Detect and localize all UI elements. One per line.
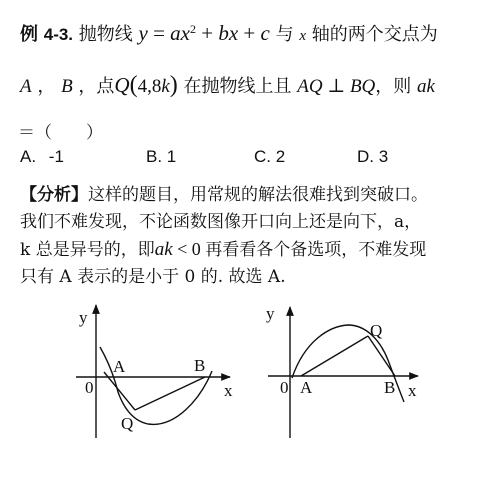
text-on: 在抛物线上且 <box>183 76 292 97</box>
right-segment-BQ <box>368 336 395 376</box>
analysis-title: 【分析】 <box>20 185 88 205</box>
option-d-label: D. <box>357 147 374 166</box>
right-point-B: B <box>384 378 396 397</box>
eq-exponent: 2 <box>190 22 196 36</box>
right-origin: 0 <box>280 378 289 397</box>
q-coords: 4,8 <box>137 76 162 97</box>
q-paren-close: ) <box>169 72 178 98</box>
eq-c: c <box>260 21 270 45</box>
figure-right <box>268 307 418 438</box>
option-d-value: 3 <box>378 147 389 166</box>
right-segment-AQ <box>301 336 368 376</box>
seg-BQ: BQ <box>349 76 376 97</box>
seg-AQ: AQ <box>297 76 323 97</box>
analysis-line-3-end: 再看看各个备选项，不难发现 <box>205 240 427 260</box>
point-B: B <box>61 76 73 97</box>
product-ak: ak <box>417 76 435 97</box>
analysis-line-2: 我们不难发现，不论函数图像开口向上还是向下，a， <box>20 212 422 232</box>
text-then: ，则 <box>375 76 412 97</box>
left-point-B: B <box>194 356 206 375</box>
eq-plus-2: + <box>238 21 261 45</box>
option-b-value: 1 <box>166 147 177 166</box>
right-point-Q: Q <box>370 321 383 340</box>
left-origin: 0 <box>85 378 94 397</box>
analysis-line-1-text: 这样的题目，用常规的解法很难找到突破口。 <box>88 185 428 205</box>
figure-left <box>76 305 230 438</box>
axis-x: x <box>299 28 306 44</box>
analysis-lt-zero: < 0 <box>172 239 206 259</box>
analysis-line-4: 只有 A 表示的是小于 0 的. 故选 A. <box>20 267 286 287</box>
left-x-label: x <box>224 381 233 400</box>
analysis-ak: ak <box>154 239 173 260</box>
left-segment-BQ <box>135 377 205 410</box>
comma-2: ，点 <box>78 76 115 97</box>
q-paren-open: ( <box>129 72 138 98</box>
option-b-label: B. <box>146 147 163 166</box>
right-point-A: A <box>300 378 313 397</box>
option-c-label: C. <box>254 147 271 166</box>
analysis-line-3-start: k 总是异号的，即 <box>20 240 155 260</box>
text-with: 与 <box>275 24 294 45</box>
left-point-Q: Q <box>121 414 134 433</box>
eq-y: y <box>138 21 148 45</box>
q-k: k <box>161 76 170 97</box>
intro-text: 抛物线 <box>78 24 133 45</box>
option-a-label: A. <box>20 147 37 166</box>
left-point-A: A <box>113 357 126 376</box>
eq-bx: bx <box>218 21 239 45</box>
right-y-label: y <box>266 304 275 323</box>
left-y-label: y <box>79 308 88 327</box>
right-x-label: x <box>408 381 417 400</box>
answer-blank: ＝（ ） <box>18 123 103 143</box>
point-A: A <box>20 76 32 97</box>
eq-equals: = <box>147 21 171 45</box>
perp-symbol: ⊥ <box>322 76 350 97</box>
problem-label: 例 <box>20 24 38 45</box>
eq-plus-1: + <box>196 21 219 45</box>
text-axis-two: 轴的两个交点为 <box>311 24 438 45</box>
point-Q: Q <box>114 73 130 97</box>
problem-number: 4-3. <box>43 25 74 44</box>
option-a-value: -1 <box>48 147 64 166</box>
option-c-value: 2 <box>275 147 286 166</box>
comma-1: ， <box>37 76 56 97</box>
eq-ax: ax <box>170 21 190 45</box>
